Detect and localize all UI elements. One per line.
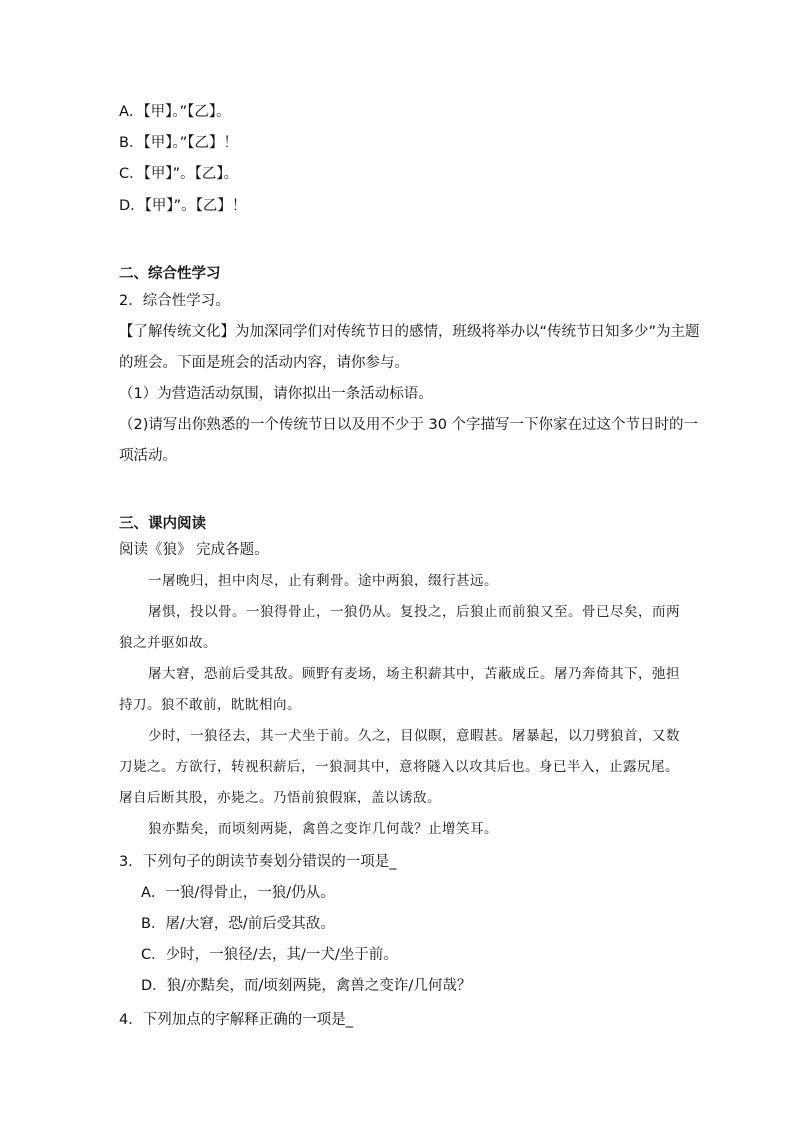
passage-line: 狼之并驱如故。 [119,635,217,651]
passage-line: 持刀。狼不敢前，眈眈相向。 [119,697,301,713]
q3-option-b: B．屠/大窘，恐/前后受其敌。 [141,916,335,932]
reading-instruction: 阅读《狼》 完成各题。 [119,542,269,558]
q3-option-a: A．一狼/得骨止，一狼/仍从。 [141,885,335,901]
q1-option-c: C．【甲】”。【乙】。 [119,166,239,182]
q3-option-c: C．少时，一狼径/去，其/一犬/坐于前。 [141,947,398,963]
q2-task1: （1）为营造活动氛围，请你拟出一条活动标语。 [119,386,433,402]
q2-intro-line2: 的班会。下面是班会的活动内容，请你参与。 [119,355,409,371]
q4-title: 4．下列加点的字解释正确的一项是_ [119,1012,353,1028]
q2-task2-line2: 项活动。 [119,448,177,464]
section3-heading: 三、课内阅读 [119,516,206,532]
q1-option-d: D．【甲】”。【乙】！ [119,198,247,214]
passage-line: 狼亦黠矣，而顷刻两毙，禽兽之变诈几何哉？止增笑耳。 [148,821,498,837]
q2-task2-line1: （2)请写出你熟悉的一个传统节日以及用不少于 30 个字描写一下你家在过这个节日时的一 [119,417,699,433]
passage-line: 屠自后断其股，亦毙之。乃悟前狼假寐，盖以诱敌。 [119,790,441,806]
section2-heading: 二、综合性学习 [119,266,221,282]
q3-option-d: D．狼/亦黠矣，而/顷刻两毙，禽兽之变诈/几何哉？ [141,978,472,994]
passage-line: 屠大窘，恐前后受其敌。顾野有麦场，场主积薪其中，苫蔽成丘。屠乃奔倚其下，弛担 [148,666,680,682]
q1-option-a: A．【甲】。”【乙】。 [119,104,231,120]
q2-title: 2．综合性学习。 [119,293,230,309]
q1-option-b: B．【甲】。”【乙】！ [119,135,238,151]
passage-line: 屠惧，投以骨。一狼得骨止，一狼仍从。复投之，后狼止而前狼又至。骨已尽矣，而两 [148,604,680,620]
passage-line: 一屠晚归，担中肉尽，止有剩骨。途中两狼，缀行甚远。 [148,573,498,589]
passage-line: 刀毙之。方欲行，转视积薪后，一狼洞其中，意将隧入以攻其后也。身已半入，止露尻尾。 [119,759,679,775]
q2-intro-line1: 【了解传统文化】为加深同学们对传统节日的感情，班级将举办以“传统节日知多少”为主题 [119,324,700,340]
passage-line: 少时，一狼径去，其一犬坐于前。久之，目似瞑，意暇甚。屠暴起，以刀劈狼首，又数 [148,728,680,744]
q3-title: 3．下列句子的朗读节奏划分错误的一项是_ [119,854,397,870]
